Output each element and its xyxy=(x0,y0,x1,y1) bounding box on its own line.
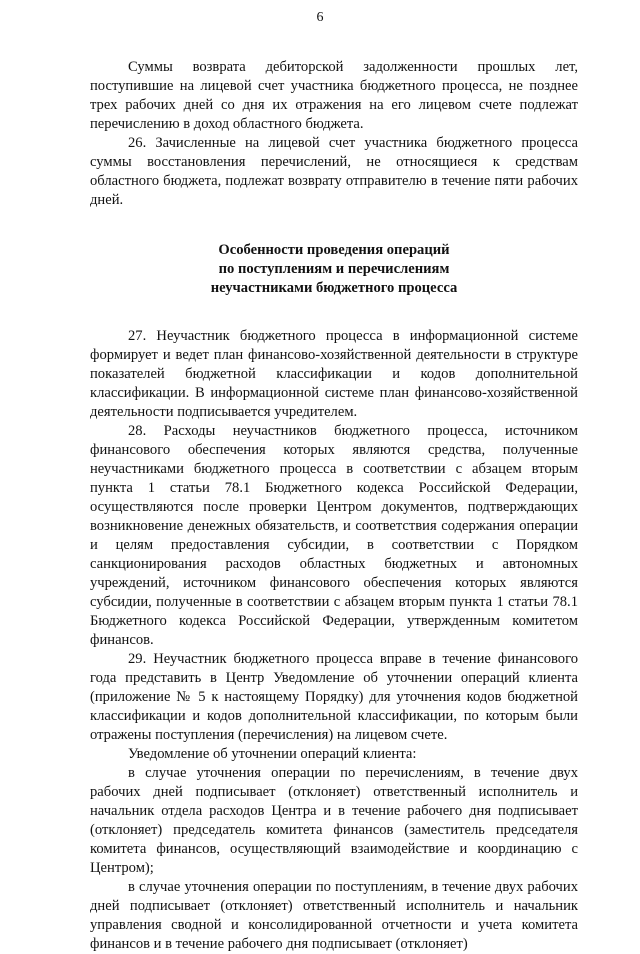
paragraph-notice-payments: в случае уточнения операции по перечислениям, в течение двух рабочих дней подписывает (отклоняет) ответственный исполнитель и начальник отдела расходов Центра и в течение рабочего дня подписывает (отклоняет) председатель комитета финансов (заместитель председателя комитета финансов, осуществляющий взаимодействие и координацию с Центром); xyxy=(90,765,578,876)
paragraph-notice-intro: Уведомление об уточнении операций клиента: xyxy=(128,746,417,762)
paragraph-29: 29. Неучастник бюджетного процесса вправе в течение финансового года представить в Центр Уведомление об уточнении операций клиента (приложение № 5 к настоящему Порядку) для уточнения кодов бюджетной классификации и кодов дополнительной классификации, по которым были отражены поступления (перечисления) на лицевом счете. xyxy=(90,651,578,743)
section-title-line-1: Особенности проведения операций xyxy=(218,242,450,258)
paragraph-receivables-return: Суммы возврата дебиторской задолженности прошлых лет, поступившие на лицевой счет участника бюджетного процесса, не позднее трех рабочих дней со дня их отражения на его лицевом счете подлежат перечислению в доход областного бюджета. xyxy=(90,59,578,132)
paragraph-27: 27. Неучастник бюджетного процесса в информационной системе формирует и ведет план финансово-хозяйственной деятельности в структуре показателей бюджетной классификации и кодов дополнительной классификации. В информационной системе план финансово-хозяйственной деятельности подписывается учредителем. xyxy=(90,328,578,420)
section-title-line-3: неучастниками бюджетного процесса xyxy=(210,280,458,296)
paragraph-notice-receipts: в случае уточнения операции по поступлениям, в течение двух рабочих дней подписывает (отклоняет) ответственный исполнитель и начальник управления сводной и консолидированной отчетности и учета комитета финансов и в течение рабочего дня подписывает (отклоняет) xyxy=(90,879,578,952)
page-number: 6 xyxy=(316,10,324,25)
paragraph-28: 28. Расходы неучастников бюджетного процесса, источником финансового обеспечения которых являются средства, полученные неучастниками бюджетного процесса в соответствии с абзацем вторым пункта 1 статьи 78.1 Бюджетного кодекса Российской Федерации, осуществляются после проверки Центром документов, подтверждающих возникновение денежных обязательств, и соответствия содержания операции и целям предоставления субсидии, в соответствии с Порядком санкционирования расходов областных бюджетных и автономных учреждений, источником финансового обеспечения которых являются субсидии, полученные в соответствии с абзацем вторым пункта 1 статьи 78.1 Бюджетного кодекса Российской Федерации, утвержденным комитетом финансов. xyxy=(90,423,578,648)
paragraph-26: 26. Зачисленные на лицевой счет участника бюджетного процесса суммы восстановления перечислений, не относящиеся к средствам областного бюджета, подлежат возврату отправителю в течение пяти рабочих дней. xyxy=(90,135,578,208)
document-body xyxy=(90,58,578,954)
section-title xyxy=(90,241,578,298)
section-title-line-2: по поступлениям и перечислениям xyxy=(218,261,450,277)
